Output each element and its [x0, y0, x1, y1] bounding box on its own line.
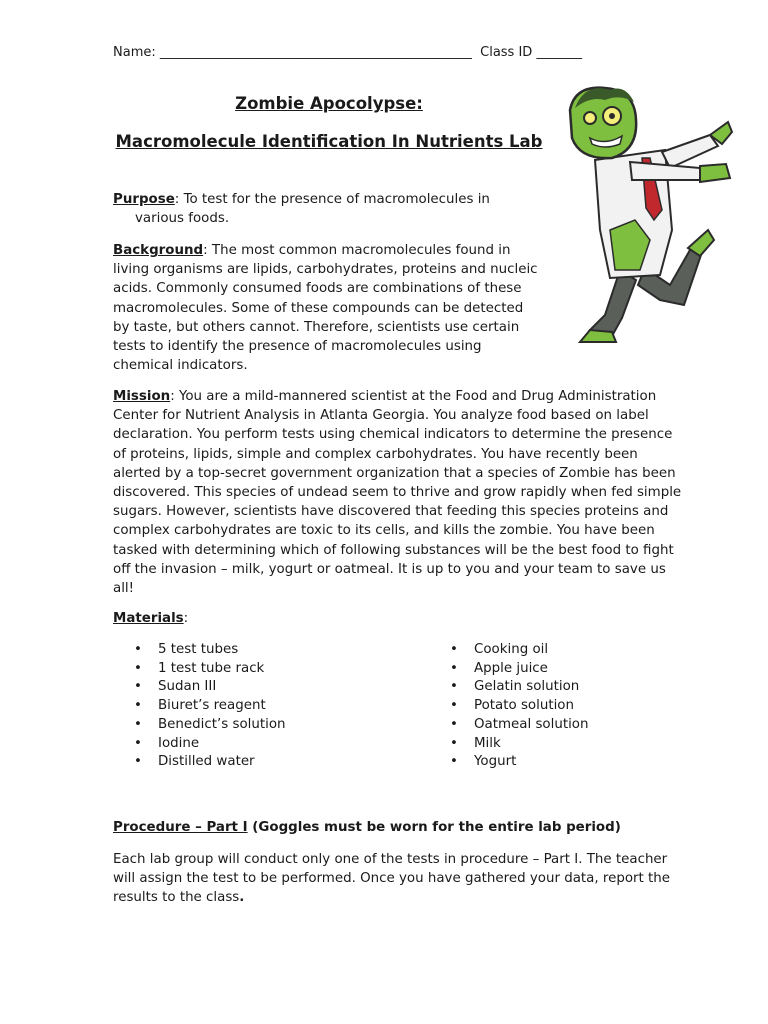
background-text: : The most common macromolecules found in living organisms are lipids, carbohydrates, proteins and nucleic acids. Commonly consumed foods are combinations of these macromolecules. Some of these compounds can be detected by taste, but others cannot. Therefore, scientists use certain tests to identify the presence of macromolecules using chemical indicators.	[113, 243, 538, 374]
material-item: Benedict’s solution	[158, 716, 286, 732]
list-item	[134, 678, 286, 697]
bullet-icon: •	[134, 735, 142, 751]
list-item	[134, 660, 286, 679]
bullet-icon: •	[134, 642, 142, 657]
procedure-label: Procedure – Part I	[113, 820, 248, 835]
list-item	[134, 716, 286, 735]
list-item	[450, 660, 589, 679]
mission-label: Mission	[113, 389, 171, 404]
name-classid-line: Name: ________________________________________________ Class ID _______	[113, 45, 582, 60]
bullet-icon: •	[134, 716, 142, 732]
material-item: Yogurt	[474, 754, 517, 770]
material-item: 1 test tube rack	[158, 660, 265, 676]
procedure-note: (Goggles must be worn for the entire lab period)	[247, 820, 621, 835]
bullet-icon: •	[450, 716, 458, 732]
bullet-icon: •	[450, 754, 458, 770]
material-item: Milk	[474, 735, 501, 751]
list-item	[450, 641, 589, 660]
bullet-icon: •	[134, 698, 142, 714]
bullet-icon: •	[134, 679, 142, 695]
bullet-icon: •	[450, 660, 458, 676]
procedure-heading	[113, 818, 621, 837]
procedure-period: .	[239, 890, 245, 906]
bullet-icon: •	[134, 754, 142, 770]
material-item: Iodine	[158, 735, 200, 751]
bullet-icon: •	[450, 735, 458, 751]
procedure-text: Each lab group will conduct only one of the tests in procedure – Part I. The teacher will assign the test to be performed. Once you have gathered your data, report the results to the class	[113, 852, 671, 906]
materials-list-left	[134, 641, 286, 772]
list-item	[134, 735, 286, 754]
title-line-2: Macromolecule Identification In Nutrients Lab	[115, 132, 543, 151]
background-paragraph	[113, 241, 543, 375]
bullet-icon: •	[450, 642, 458, 657]
list-item	[450, 716, 589, 735]
purpose-paragraph	[113, 190, 533, 228]
purpose-text-2: various foods.	[135, 211, 230, 227]
list-item	[134, 753, 286, 772]
material-item: Gelatin solution	[474, 679, 580, 695]
list-item	[450, 735, 589, 754]
background-label: Background	[113, 243, 204, 258]
materials-heading	[113, 609, 188, 628]
material-item: Cooking oil	[474, 642, 549, 657]
list-item	[134, 697, 286, 716]
material-item: Potato solution	[474, 698, 574, 714]
material-item: Sudan III	[158, 679, 217, 695]
bullet-icon: •	[134, 660, 142, 676]
material-item: Distilled water	[158, 754, 255, 770]
bullet-icon: •	[450, 679, 458, 695]
title-line-1: Zombie Apocolypse:	[235, 94, 423, 113]
list-item	[450, 753, 589, 772]
procedure-paragraph	[113, 850, 683, 908]
purpose-text-1: : To test for the presence of macromolecules in	[174, 192, 490, 207]
material-item: 5 test tubes	[158, 642, 239, 657]
list-item	[450, 678, 589, 697]
material-item: Oatmeal solution	[474, 716, 589, 732]
zombie-icon	[550, 80, 735, 345]
material-item: Apple juice	[474, 660, 548, 676]
bullet-icon: •	[450, 698, 458, 714]
materials-list-right	[450, 641, 589, 772]
list-item	[134, 641, 286, 660]
mission-text: : You are a mild-mannered scientist at the Food and Drug Administration Center for Nutrient Analysis in Atlanta Georgia. You analyze food based on label declaration. You perform tests using chemical indicators to determine the presence of proteins, lipids, simple and complex carbohydrates. You have recently been alerted by a top-secret government organization that a species of Zombie has been discovered. This species of undead seem to thrive and grow rapidly when fed simple sugars. However, scientists have discovered that feeding this species proteins and complex carbohydrates are toxic to its cells, and kills the zombie. You have been tasked with determining which of following substances will be the best food to fight off the invasion – milk, yogurt or oatmeal. It is up to you and your team to save us all!	[113, 389, 682, 597]
list-item	[450, 697, 589, 716]
material-item: Biuret’s reagent	[158, 698, 266, 714]
materials-colon: :	[183, 611, 189, 626]
materials-label: Materials	[113, 611, 184, 626]
purpose-label: Purpose	[113, 192, 175, 207]
mission-paragraph	[113, 387, 683, 598]
